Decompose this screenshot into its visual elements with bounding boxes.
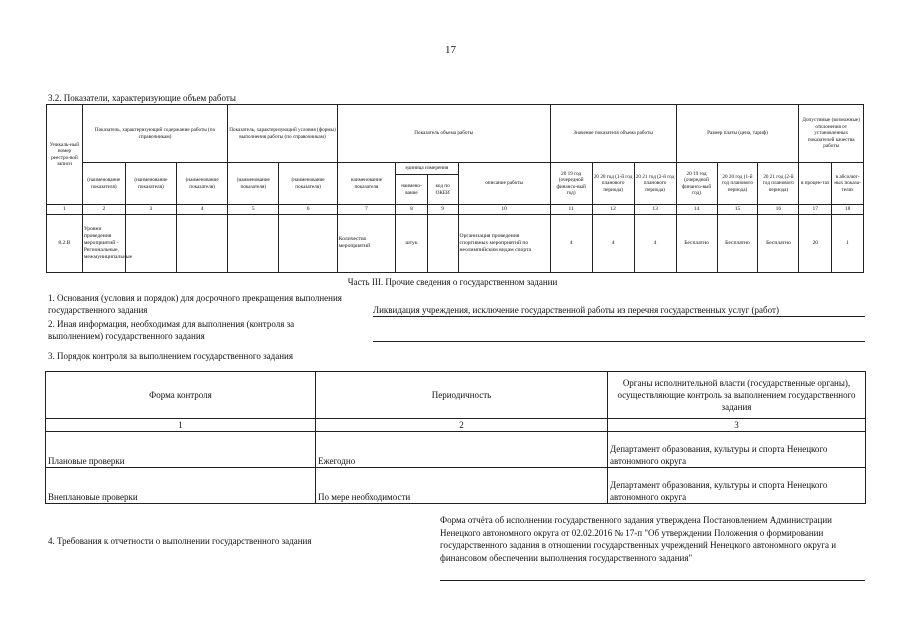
column-number: 9 (427, 205, 458, 215)
header-price-year-3: 20 21 год (2-й год планового периода) (758, 163, 799, 205)
column-number: 15 (717, 205, 758, 215)
header-param-4: (наименование показателя) (228, 163, 279, 205)
header-volume-value: Значение показателя объема работы (550, 105, 676, 163)
column-number: 4 (177, 205, 228, 215)
value-year-1: 4 (550, 214, 592, 272)
header-indicator-name: наименование показателя (337, 163, 395, 205)
header-price: Размер платы (цена, тариф) (676, 105, 799, 163)
header-work-description: описание работы (458, 163, 550, 205)
empty-cell (177, 214, 228, 272)
empty-cell (279, 214, 337, 272)
header-unit: единица измерения (396, 163, 458, 175)
empty-cell (125, 214, 176, 272)
unit-name: штук (396, 214, 428, 272)
item-2-label: 2. Иная информация, необходимая для выполнения (контроля за выполнением) государственного задания (48, 319, 295, 342)
table-row (47, 214, 864, 272)
header-content-indicator: Показатель, характеризующий содержание работы (по справочникам) (82, 105, 227, 163)
control-table (45, 371, 866, 504)
column-number: 2 (316, 419, 608, 432)
header-param-3: (наименование показателя) (177, 163, 228, 205)
header-unit-okei: код по ОКЕИ (427, 175, 458, 205)
work-volume-table (46, 104, 864, 273)
price-year-1: Бесплатно (676, 214, 717, 272)
column-number: 8 (396, 205, 428, 215)
column-number: 6 (279, 205, 337, 215)
indicator-name: Количество мероприятий (337, 214, 395, 272)
column-number: 17 (799, 205, 832, 215)
periodicity: Ежегодно (316, 432, 608, 468)
column-number: 2 (82, 205, 125, 215)
control-form: Плановые проверки (46, 432, 316, 468)
value-year-2: 4 (592, 214, 634, 272)
header-unit-name: наимено-вание (396, 175, 428, 205)
registry-number: 8.2.В (47, 214, 83, 272)
content-value: Уровни проведения мероприятий - Региональные, межмуниципальные (82, 214, 125, 272)
item-3-label: 3. Порядок контроля за выполнением государственного задания (48, 351, 293, 361)
periodicity: По мере необходимости (316, 468, 608, 504)
header-price-year-1: 20 19 год (очередной финансо-вый год) (676, 163, 717, 205)
column-number: 7 (337, 205, 395, 215)
header-control-authorities: Органы исполнительной власти (государственные органы), осуществляющие контроль за выполнением государственного задания (608, 372, 866, 419)
control-authority: Департамент образования, культуры и спорта Ненецкого автономного округа (608, 468, 866, 504)
column-number: 12 (592, 205, 634, 215)
header-value-year-2: 20 20 год (1-й год планового периода) (592, 163, 634, 205)
section-title: 3.2. Показатели, характеризующие объем работы (48, 93, 236, 103)
empty-cell (427, 214, 458, 272)
item-1-label: 1. Основания (условия и порядок) для досрочного прекращения выполнения государственного задания (48, 293, 342, 316)
item-2-blank-line (373, 341, 865, 342)
column-number: 3 (608, 419, 866, 432)
column-number: 16 (758, 205, 799, 215)
header-value-year-3: 20 21 год (2-й год планового периода) (634, 163, 676, 205)
value-year-3: 4 (634, 214, 676, 272)
header-deviation-percent: в процен-тах (799, 163, 832, 205)
header-volume-indicator: Показатель объема работы (337, 105, 550, 163)
work-description: Организация проведения спортивных мероприятий по неолимпийским видам спорта (458, 214, 550, 272)
column-number: 11 (550, 205, 592, 215)
column-number: 3 (125, 205, 176, 215)
header-deviation-absolute: в абсолют-ных показа-телях (832, 163, 864, 205)
header-periodicity: Периодичность (316, 372, 608, 419)
column-number: 1 (46, 419, 316, 432)
empty-cell (228, 214, 279, 272)
item-4-value: Форма отчёта об исполнении государственного задания утверждена Постановлением Администрации Ненецкого автономного округа от 02.02.2016 № 17-п "Об утверждении Положения о формировании государственного задания в отношении государственных учреждений Ненецкого автономного округа и финансовом обеспечении выполнения государственного задания" (440, 515, 837, 563)
header-param-1: (наименование показателя) (82, 163, 125, 205)
header-control-form: Форма контроля (46, 372, 316, 419)
header-deviation: Допустимые (возможные) отклонения от установленных показателей качества работы (799, 105, 864, 163)
deviation-percent: 20 (799, 214, 832, 272)
column-number: 5 (228, 205, 279, 215)
column-number: 10 (458, 205, 550, 215)
control-authority: Департамент образования, культуры и спорта Ненецкого автономного округа (608, 432, 866, 468)
item-4-label: 4. Требования к отчетности о выполнении государственного задания (48, 536, 312, 546)
header-value-year-1: 20 19 год (очередной финансо-вый год) (550, 163, 592, 205)
price-year-2: Бесплатно (717, 214, 758, 272)
header-price-year-2: 20 20 год (1-й год планового периода) (717, 163, 758, 205)
item-1-value: Ликвидация учреждения, исключение государственной работы из перечня государственных услуг (работ) (373, 305, 865, 317)
part-3-title: Часть III. Прочие сведения о государственном задании (347, 277, 558, 287)
page-number: 17 (445, 44, 456, 56)
table-row (46, 432, 866, 468)
column-number: 1 (47, 205, 83, 215)
column-number-row (47, 205, 864, 215)
column-number: 14 (676, 205, 717, 215)
header-conditions-indicator: Показатель, характеризующий условия (формы) выполнения работы (по справочникам) (228, 105, 338, 163)
column-number: 18 (832, 205, 864, 215)
header-param-5: (наименование показателя) (279, 163, 337, 205)
header-unique-number: Уникаль-ный номер реестро-вой записи (47, 105, 83, 205)
header-param-2: (наименование показателя) (125, 163, 176, 205)
table-row (46, 468, 866, 504)
price-year-3: Бесплатно (758, 214, 799, 272)
item-4-underline (440, 580, 865, 581)
column-number: 13 (634, 205, 676, 215)
deviation-absolute: 1 (832, 214, 864, 272)
control-form: Внеплановые проверки (46, 468, 316, 504)
